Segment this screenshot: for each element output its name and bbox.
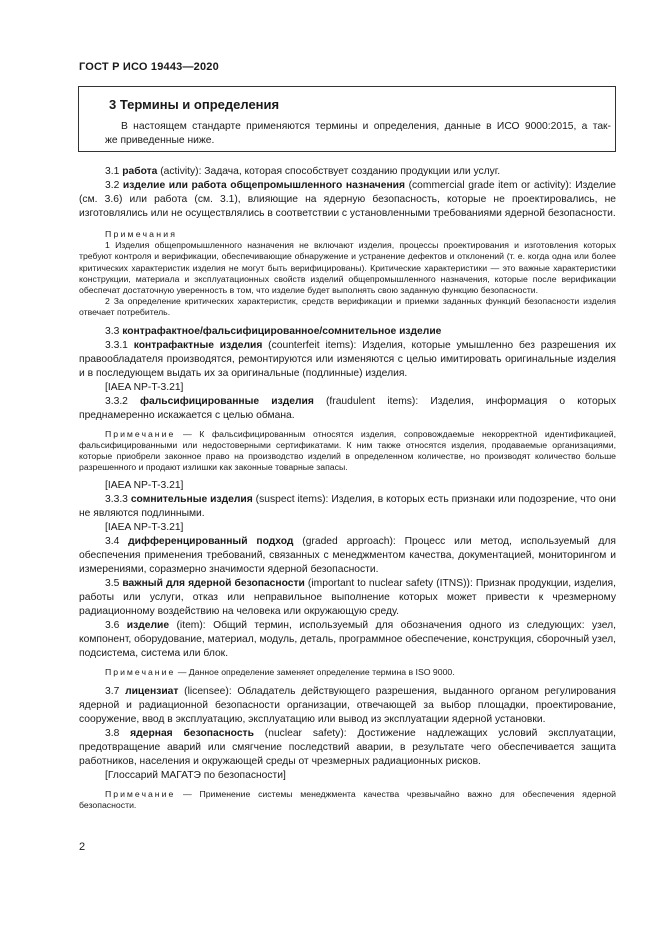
term-3-3-3: 3.3.3 сомнительные изделия (suspect items): Изделия, в которых есть признаки или подозрение, что они не являются подлинными. <box>79 494 616 520</box>
term-name: контрафактные изделия <box>133 339 263 351</box>
intro-line-2: же приведенные ниже. <box>105 134 215 146</box>
term-name: изделие <box>126 620 170 632</box>
term-name: сомнительные изделия <box>130 494 253 506</box>
term-3-3: 3.3 контрафактное/фальсифицированное/сомнительное изделие <box>105 325 442 337</box>
note-1: 1 Изделия общепромышленного назначения не включают изделия, процессы проектирования и изготовления которых требуют контроля и верификации, обеспечивающие обнаружение и устранение дефектов и отклонений (т. е. когда одна или более критических характеристик изделия не могут быть верифицированы). Критические характеристики — это важные характеристики конструкции, материала и эксплуатационных свойств изделий общепромышленного назначения, которые после верификации обеспечат достаточную уверенность в том, что изделие будет выполнять свою заданную функцию безопасности. <box>79 240 616 296</box>
term-3-7: 3.7 лицензиат (licensee): Обладатель действующего разрешения, выданного органом регулирования ядерной и радиационной безопасности организации, отвечающей за выбор площадки, проектирование, сооружение, ввод в эксплуатацию, эксплуатацию или вывод из эксплуатации ядерной установки. <box>79 685 616 725</box>
term-3-3-1: 3.3.1 контрафактные изделия (counterfeit items): Изделия, которые умышленно без разрешения их правообладателя производятся, ремонтируются или изменяются с целью имитировать оригинальные изделия и в последующем выдать их за оригинальные (подлинные) изделия. <box>79 339 616 379</box>
note-2: 2 За определение критических характеристик, средств верификации и приемки заданных функций безопасности изделия отвечает потребитель. <box>79 296 616 318</box>
term-3-6: 3.6 изделие (item): Общий термин, используемый для обозначения одного из следующих: узел, компонент, оборудование, материал, модуль, деталь, программное обеспечение, конструкция, сборочный узел, подсистема, система или блок. <box>79 620 616 660</box>
term-name: ядерная безопасность <box>130 727 254 739</box>
term-name: дифференцированный подход <box>128 536 294 548</box>
note-label: Примечание <box>105 428 176 439</box>
reference: [Глоссарий МАГАТЭ по безопасности] <box>105 769 286 781</box>
reference: [IAEA NP-T-3.21] <box>105 480 184 492</box>
term-3-8: 3.8 ядерная безопасность (nuclear safety): Достижение надлежащих условий эксплуатации, предотвращение аварий или смягчение последствий аварии, в результате чего обеспечивается защита работников, населения и окружающей среды от чрезмерных радиационных рисков. <box>79 727 616 767</box>
term-3-1: 3.1 работа (activity): Задача, которая способствует созданию продукции или услуг. <box>105 166 501 177</box>
note-3-3-2: Примечание — К фальсифицированным относятся изделия, сопровождаемые некорректной идентификацией, фальсифицированными или недостоверными сертификатами. К ним также относятся изделия, продаваемые организациями, которые приобрели законное право на производство изделий в определенном количестве, но производят количество больше разрешенного и продают излишки как законные товарные запасы. <box>79 428 616 473</box>
body-text <box>79 165 616 811</box>
reference: [IAEA NP-T-3.21] <box>105 522 184 534</box>
intro-line-1: В настоящем стандарте применяются термины и определения, данные в ИСО 9000:2015, а так- <box>121 121 611 132</box>
term-name: контрафактное/фальсифицированное/сомнительное изделие <box>122 325 442 337</box>
term-name: важный для ядерной безопасности <box>122 578 305 590</box>
note-3-6: Примечание — Данное определение заменяет определение термина в ISO 9000. <box>105 667 455 678</box>
term-name: фальсифицированные изделия <box>140 395 314 407</box>
term-3-2: 3.2 изделие или работа общепромышленного назначения (commercial grade item or activity): Изделие (см. 3.6) или работа (см. 3.1), влияющие на ядерную безопасность, которые не проектировались, не изготовлялись или не осуществлялись в соответствии с установленными требованиями ядерной безопасности. <box>79 180 616 219</box>
document-header: ГОСТ Р ИСО 19443—2020 <box>79 61 219 73</box>
note-label: Примечание <box>105 667 176 678</box>
section-title: 3 Термины и определения <box>109 97 280 112</box>
page-number: 2 <box>79 841 86 853</box>
term-3-4: 3.4 дифференцированный подход (graded approach): Процесс или метод, используемый для обеспечения применения требований, связанных с менеджментом качества, документацией, мониторингом и измерениями, соразмерно значимости ядерной безопасности. <box>79 536 616 576</box>
note-3-8: Примечание — Применение системы менеджмента качества чрезвычайно важно для обеспечения ядерной безопасности. <box>79 788 616 810</box>
section-intro <box>105 120 611 147</box>
notes-heading: Примечания <box>105 229 178 239</box>
term-name: работа <box>122 166 158 177</box>
term-3-5: 3.5 важный для ядерной безопасности (important to nuclear safety (ITNS)): Признак продукции, изделия, работы или услуги, отказ или неправильное выполнение которых может привести к чрезмерному радиационному воздействию на человека или окружающую среду. <box>79 578 616 618</box>
reference: [IAEA NP-T-3.21] <box>105 381 184 393</box>
term-3-3-2: 3.3.2 фальсифицированные изделия (fraudulent items): Изделия, информация о которых преднамеренно искажается с целью обмана. <box>79 395 616 421</box>
term-name: лицензиат <box>125 685 179 697</box>
term-name: изделие или работа общепромышленного назначения <box>122 180 406 191</box>
note-label: Примечание <box>105 788 176 799</box>
section-box <box>78 86 616 152</box>
